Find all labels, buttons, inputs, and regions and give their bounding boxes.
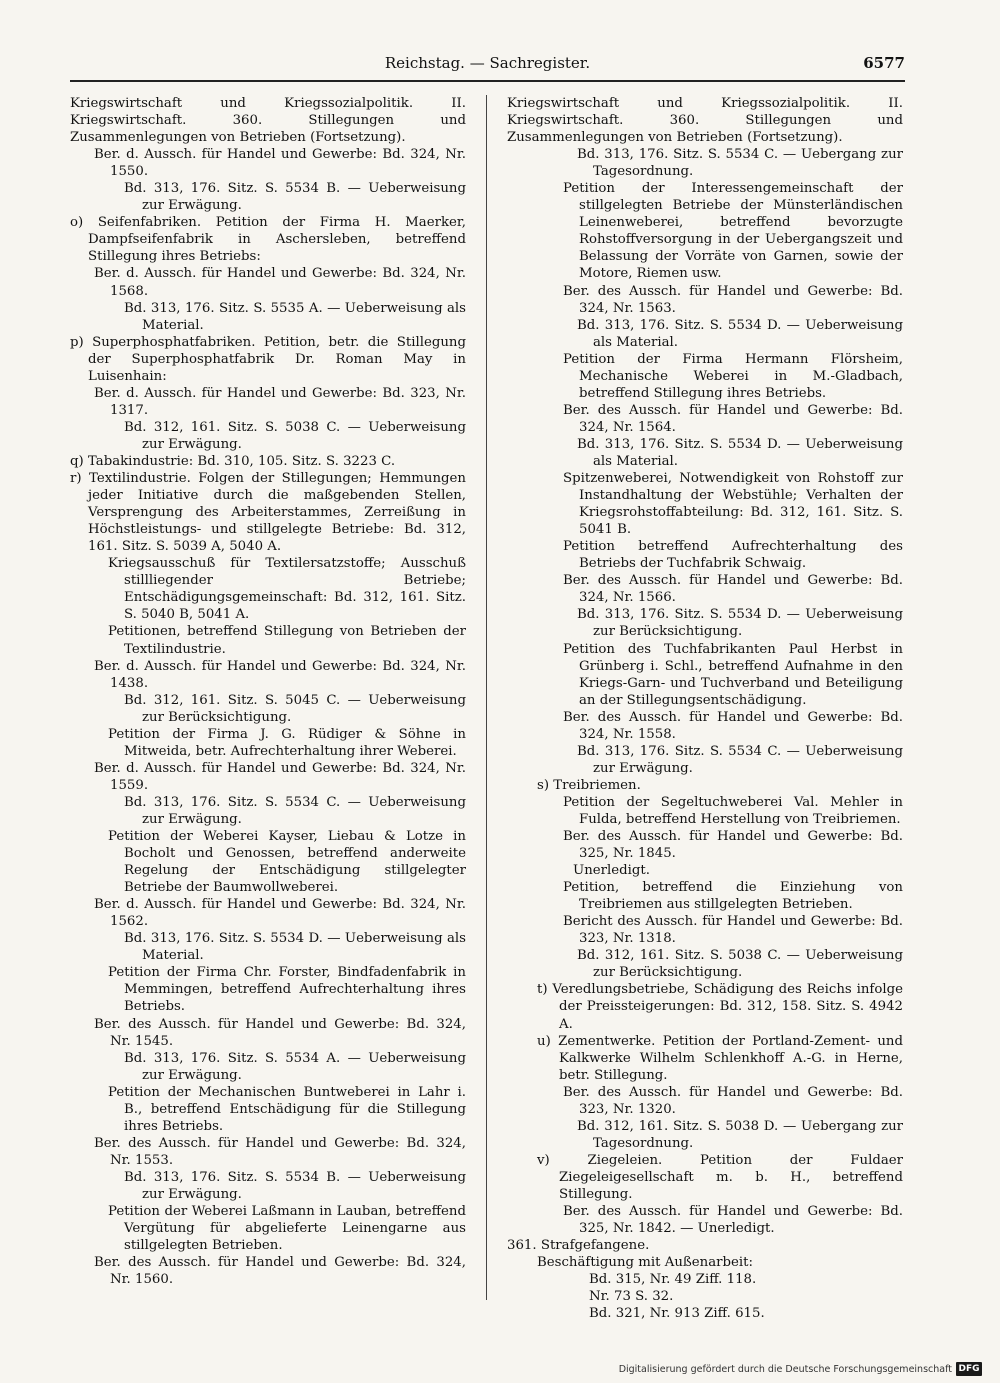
index-entry: Ber. des Aussch. für Handel und Gewerbe: Bd. 325, Nr. 1842. — Unerledigt. bbox=[563, 1204, 903, 1237]
index-entry: Petition der Segeltuchweberei Val. Mehler in Fulda, betreffend Herstellung von Treibriemen. bbox=[563, 794, 903, 827]
index-entry: Bd. 313, 176. Sitz. S. 5534 D. — Ueberweisung als Material. bbox=[577, 317, 903, 350]
index-entry: Bd. 313, 176. Sitz. S. 5535 A. — Ueberweisung als Material. bbox=[124, 300, 466, 333]
index-entry: Bd. 313, 176. Sitz. S. 5534 C. — Ueberweisung zur Erwägung. bbox=[577, 743, 903, 776]
index-entry: Bd. 313, 176. Sitz. S. 5534 D. — Ueberweisung zur Berücksichtigung. bbox=[577, 607, 903, 640]
index-entry: Bd. 313, 176. Sitz. S. 5534 D. — Ueberweisung als Material. bbox=[124, 931, 466, 964]
index-entry: Bd. 312, 161. Sitz. S. 5038 C. — Ueberweisung zur Berücksichtigung. bbox=[577, 948, 903, 981]
index-entry: Bd. 321, Nr. 913 Ziff. 615. bbox=[589, 1306, 765, 1322]
dfg-logo: DFG bbox=[956, 1362, 982, 1376]
index-entry: Ber. des Aussch. für Handel und Gewerbe: Bd. 324, Nr. 1553. bbox=[94, 1135, 466, 1168]
index-entry: Bd. 313, 176. Sitz. S. 5534 A. — Ueberweisung zur Erwägung. bbox=[124, 1050, 466, 1083]
index-entry: Spitzenweberei, Notwendigkeit von Rohstoff zur Instandhaltung der Webstühle; Verhalten der Kriegsrohstoffabteilung: Bd. 312, 161. Sitz. S. 5041 B. bbox=[563, 471, 903, 538]
index-entry: Petition der Firma J. G. Rüdiger & Söhne in Mitweida, betr. Aufrechterhaltung ihrer Weberei. bbox=[108, 726, 466, 759]
left-column bbox=[70, 95, 466, 1288]
index-entry: Bd. 313, 176. Sitz. S. 5534 C. — Uebergang zur Tagesordnung. bbox=[577, 147, 903, 180]
index-entry: Bd. 315, Nr. 49 Ziff. 118. bbox=[589, 1272, 757, 1288]
footer bbox=[618, 1362, 988, 1378]
index-entry: Kriegsausschuß für Textilersatzstoffe; Ausschuß stillliegender Betriebe; Entschädigungsgemeinschaft: Bd. 312, 161. Sitz. S. 5040 B, 5041 A. bbox=[108, 556, 466, 623]
index-entry: Beschäftigung mit Außenarbeit: bbox=[537, 1255, 753, 1271]
index-entry: Ber. d. Aussch. für Handel und Gewerbe: Bd. 324, Nr. 1562. bbox=[94, 897, 466, 930]
index-entry: Petition des Tuchfabrikanten Paul Herbst in Grünberg i. Schl., betreffend Aufnahme in den Kriegs-Garn- und Tuchverband und Beteiligung an der Stillegungsentschädigung. bbox=[563, 641, 903, 708]
index-entry: Ber. d. Aussch. für Handel und Gewerbe: Bd. 323, Nr. 1317. bbox=[94, 385, 466, 418]
column-separator bbox=[486, 95, 487, 1300]
running-header bbox=[70, 54, 905, 76]
index-entry: Petitionen, betreffend Stillegung von Betrieben der Textilindustrie. bbox=[108, 624, 466, 657]
index-entry: Ber. d. Aussch. für Handel und Gewerbe: Bd. 324, Nr. 1438. bbox=[94, 658, 466, 691]
index-entry: Bericht des Aussch. für Handel und Gewerbe: Bd. 323, Nr. 1318. bbox=[563, 914, 903, 947]
index-entry: v) Ziegeleien. Petition der Fuldaer Ziegeleigesellschaft m. b. H., betreffend Stillegung. bbox=[537, 1152, 903, 1202]
index-entry: Ber. des Aussch. für Handel und Gewerbe: Bd. 324, Nr. 1560. bbox=[94, 1255, 466, 1288]
index-entry: q) Tabakindustrie: Bd. 310, 105. Sitz. S. 3223 C. bbox=[70, 453, 396, 469]
index-entry: Ber. des Aussch. für Handel und Gewerbe: Bd. 324, Nr. 1564. bbox=[563, 402, 903, 435]
index-entry: Ber. des Aussch. für Handel und Gewerbe: Bd. 324, Nr. 1558. bbox=[563, 709, 903, 742]
index-entry: Ber. des Aussch. für Handel und Gewerbe: Bd. 325, Nr. 1845. bbox=[563, 829, 903, 862]
index-entry: p) Superphosphatfabriken. Petition, betr. die Stillegung der Superphosphatfabrik Dr. Roman May in Luisenhain: bbox=[70, 334, 466, 384]
index-entry: Ber. des Aussch. für Handel und Gewerbe: Bd. 324, Nr. 1566. bbox=[563, 573, 903, 606]
index-entry: u) Zementwerke. Petition der Portland-Zement- und Kalkwerke Wilhelm Schlenkhoff A.-G. in Herne, betr. Stillegung. bbox=[537, 1033, 903, 1083]
index-entry: Ber. des Aussch. für Handel und Gewerbe: Bd. 324, Nr. 1545. bbox=[94, 1016, 466, 1049]
index-entry: t) Veredlungsbetriebe, Schädigung des Reichs infolge der Preissteigerungen: Bd. 312, 158. Sitz. S. 4942 A. bbox=[537, 982, 903, 1032]
index-entry: Bd. 312, 161. Sitz. S. 5045 C. — Ueberweisung zur Berücksichtigung. bbox=[124, 692, 466, 725]
index-entry: Ber. des Aussch. für Handel und Gewerbe: Bd. 324, Nr. 1563. bbox=[563, 283, 903, 316]
right-column bbox=[507, 95, 903, 1322]
index-entry: r) Textilindustrie. Folgen der Stillegungen; Hemmungen jeder Initiative durch die maßgebenden Stellen, Versprengung des Arbeiterstammes, Zerreißung in Höchstleistungs- und stillgelegte Betriebe: Bd. 312, 161. Sitz. S. 5039 A, 5040 A. bbox=[70, 471, 466, 555]
index-entry: o) Seifenfabriken. Petition der Firma H. Maerker, Dampfseifenfabrik in Aschersleben, betreffend Stillegung ihres Betriebs: bbox=[70, 215, 466, 265]
index-entry: Bd. 313, 176. Sitz. S. 5534 B. — Ueberweisung zur Erwägung. bbox=[124, 181, 466, 214]
index-entry: Petition der Weberei Kayser, Liebau & Lotze in Bocholt und Genossen, betreffend anderweite Regelung der Entschädigung stillgelegter Betriebe der Baumwollweberei. bbox=[108, 829, 466, 896]
index-entry: Bd. 313, 176. Sitz. S. 5534 C. — Ueberweisung zur Erwägung. bbox=[124, 794, 466, 827]
index-entry: Ber. d. Aussch. für Handel und Gewerbe: Bd. 324, Nr. 1550. bbox=[94, 147, 466, 180]
index-entry: Nr. 73 S. 32. bbox=[589, 1289, 674, 1305]
index-entry: Petition, betreffend die Einziehung von Treibriemen aus stillgelegten Betrieben. bbox=[563, 880, 903, 913]
index-entry: Ber. d. Aussch. für Handel und Gewerbe: Bd. 324, Nr. 1559. bbox=[94, 760, 466, 793]
index-entry: 361. Strafgefangene. bbox=[507, 1238, 650, 1254]
index-entry: Bd. 312, 161. Sitz. S. 5038 C. — Ueberweisung zur Erwägung. bbox=[124, 419, 466, 452]
index-entry: Ber. d. Aussch. für Handel und Gewerbe: Bd. 324, Nr. 1568. bbox=[94, 266, 466, 299]
header-rule bbox=[70, 80, 905, 82]
index-entry: Ber. des Aussch. für Handel und Gewerbe: Bd. 323, Nr. 1320. bbox=[563, 1084, 903, 1117]
header-title: Reichstag. — Sachregister. bbox=[384, 54, 591, 72]
index-entry: Petition der Firma Chr. Forster, Bindfadenfabrik in Memmingen, betreffend Aufrechterhaltung ihres Betriebs. bbox=[108, 965, 466, 1015]
index-entry: s) Treibriemen. bbox=[537, 777, 641, 793]
index-entry: Petition der Mechanischen Buntweberei in Lahr i. B., betreffend Entschädigung für die Stillegung ihres Betriebs. bbox=[108, 1084, 466, 1134]
index-entry: Bd. 313, 176. Sitz. S. 5534 D. — Ueberweisung als Material. bbox=[577, 436, 903, 469]
index-entry: Petition der Weberei Laßmann in Lauban, betreffend Vergütung für abgelieferte Leinengarne aus stillgelegten Betrieben. bbox=[108, 1204, 466, 1254]
index-entry: Unerledigt. bbox=[573, 863, 650, 879]
index-entry: Bd. 312, 161. Sitz. S. 5038 D. — Uebergang zur Tagesordnung. bbox=[577, 1118, 903, 1151]
footer-credit: Digitalisierung gefördert durch die Deutsche Forschungsgemeinschaft bbox=[618, 1364, 952, 1375]
index-entry: Petition der Firma Hermann Flörsheim, Mechanische Weberei in M.-Gladbach, betreffend Stillegung ihres Betriebs. bbox=[563, 351, 903, 401]
index-entry: Bd. 313, 176. Sitz. S. 5534 B. — Ueberweisung zur Erwägung. bbox=[124, 1169, 466, 1202]
page-number: 6577 bbox=[863, 54, 905, 72]
index-entry: Kriegswirtschaft und Kriegssozialpolitik. II. Kriegswirtschaft. 360. Stillegungen und Zusammenlegungen von Betrieben (Fortsetzung). bbox=[70, 96, 466, 146]
index-entry: Petition der Interessengemeinschaft der stillgelegten Betriebe der Münsterländischen Leinenweberei, betreffend bevorzugte Rohstoffversorgung in der Uebergangszeit und Belassung der Vorräte von Garnen, sowie der Motore, Riemen usw. bbox=[563, 181, 903, 282]
index-entry: Petition betreffend Aufrechterhaltung des Betriebs der Tuchfabrik Schwaig. bbox=[563, 539, 903, 572]
index-entry: Kriegswirtschaft und Kriegssozialpolitik. II. Kriegswirtschaft. 360. Stillegungen und Zusammenlegungen von Betrieben (Fortsetzung). bbox=[507, 96, 903, 146]
